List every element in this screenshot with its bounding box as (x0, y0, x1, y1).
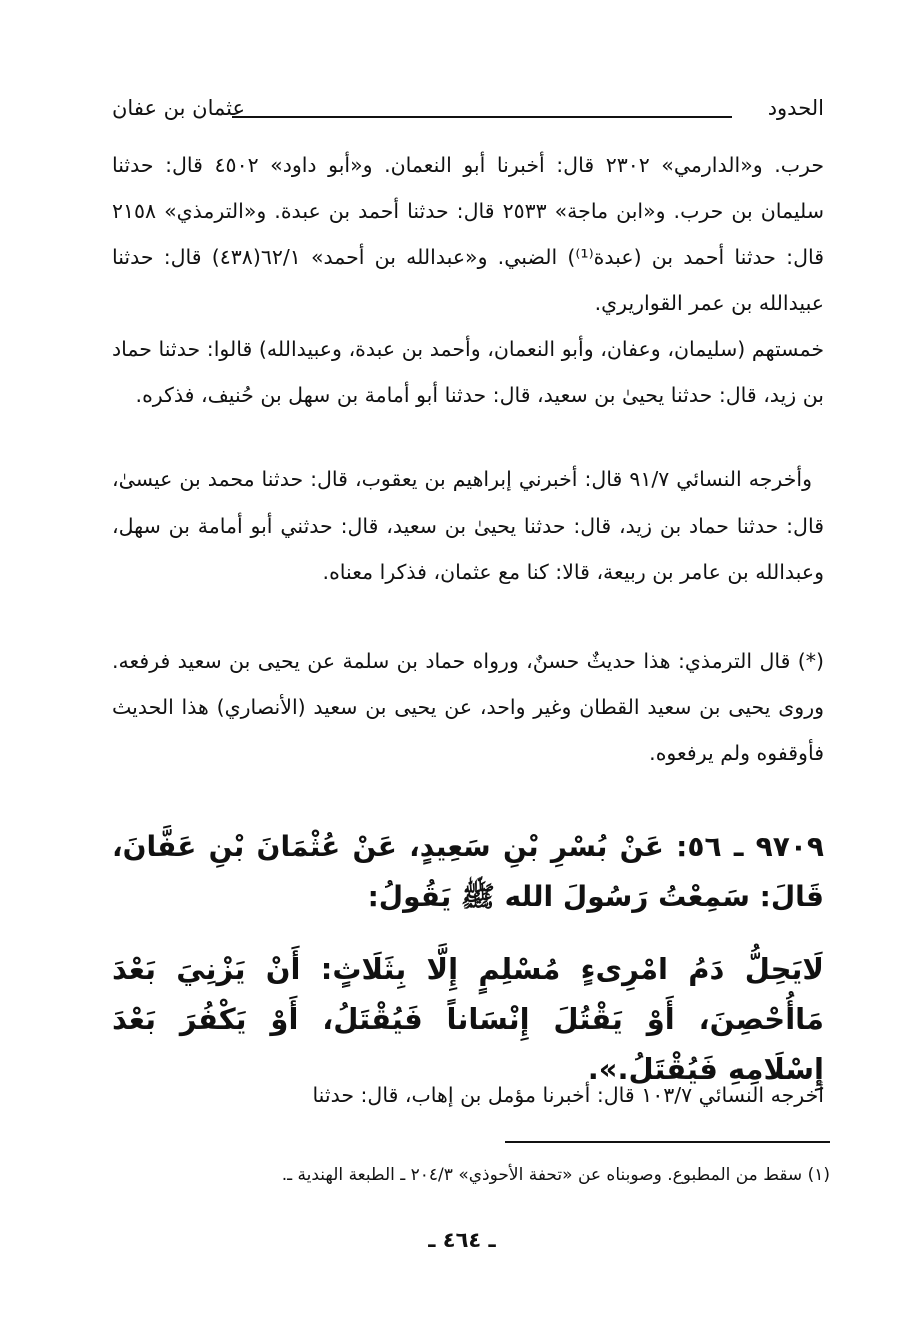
paragraph-sources-text: حرب. و«الدارمي» ٢٣٠٢ قال: أخبرنا أبو النعمان. و«أبو داود» ٤٥٠٢ قال: حدثنا سليمان بن حرب. و«ابن ماجة» ٢٥٣٣ قال: حدثنا أحمد بن عبدة. و«الترمذي» ٢١٥٨ قال: حدثنا أحمد بن (عبدة⁽¹⁾) الضبي. و«عبدالله بن أحمد» ٦٢/١(٤٣٨) قال: حدثنا عبيدالله بن عمر القواريري. (112, 153, 825, 315)
paragraph-tirmidhi-note (112, 638, 824, 776)
paragraph-takhrij (112, 1072, 824, 1118)
hadith-heading (112, 822, 824, 922)
paragraph-nasai-text: وأخرجه النسائي ٩١/٧ قال: أخبرني إبراهيم بن يعقوب، قال: حدثنا محمد بن عيسىٰ، قال: حدثنا حماد بن زيد، قال: حدثنا يحيىٰ بن سعيد، قال: حدثني أبو أمامة بن سهل، وعبدالله بن عامر بن ربيعة، قالا: كنا مع عثمان، فذكرا معناه. (112, 467, 824, 584)
paragraph-chain (112, 326, 824, 418)
paragraph-nasai (112, 456, 824, 595)
paragraph-chain-text: خمستهم (سليمان، وعفان، وأبو النعمان، وأحمد بن عبدة، وعبيدالله) قالوا: حدثنا حماد بن زيد، قال: حدثنا يحيىٰ بن سعيد، قال: حدثنا أبو أمامة بن سهل بن حُنيف، فذكره. (112, 337, 824, 407)
footnote: (١) سقط من المطبوع. وصوبناه عن «تحفة الأحوذي» ٢٠٤/٣ ـ الطبعة الهندية ـ. (281, 1165, 830, 1185)
page-number: ـ ٤٦٤ ـ (428, 1228, 496, 1252)
paragraph-tirmidhi-note-text: (*) قال الترمذي: هذا حديثٌ حسنٌ، ورواه حماد بن سلمة عن يحيى بن سعيد فرفعه. وروى يحيى بن سعيد القطان وغير واحد، عن يحيى بن سعيد (الأنصاري) هذا الحديث فأوقفوه ولم يرفعوه. (112, 649, 824, 765)
chapter-title: الحدود (767, 96, 824, 120)
hadith-text-body: لَايَحِلُّ دَمُ امْرِىءٍ مُسْلِمٍ إِلَّا بِثَلَاثٍ: أَنْ يَزْنِيَ بَعْدَ مَاأُحْصِنَ، أَوْ يَقْتُلَ إِنْسَاناً فَيُقْتَلُ، أَوْ يَكْفُرَ بَعْدَ إِسْلَامِهِ فَيُقْتَلُ.». (112, 952, 824, 1086)
hadith-heading-text: ٩٧٠٩ ـ ٥٦: عَنْ بُسْرِ بْنِ سَعِيدٍ، عَنْ عُثْمَانَ بْنِ عَفَّانَ، قَالَ: سَمِعْتُ رَسُولَ الله ﷺ يَقُولُ: (112, 830, 824, 913)
paragraph-takhrij-text: أخرجه النسائي ١٠٣/٧ قال: أخبرنا مؤمل بن إهاب، قال: حدثنا (312, 1083, 824, 1107)
running-header (112, 96, 824, 136)
footnote-rule (505, 1141, 830, 1143)
musnad-title: عثمان بن عفان (112, 96, 245, 120)
paragraph-sources (112, 142, 824, 326)
header-rule (232, 116, 732, 118)
